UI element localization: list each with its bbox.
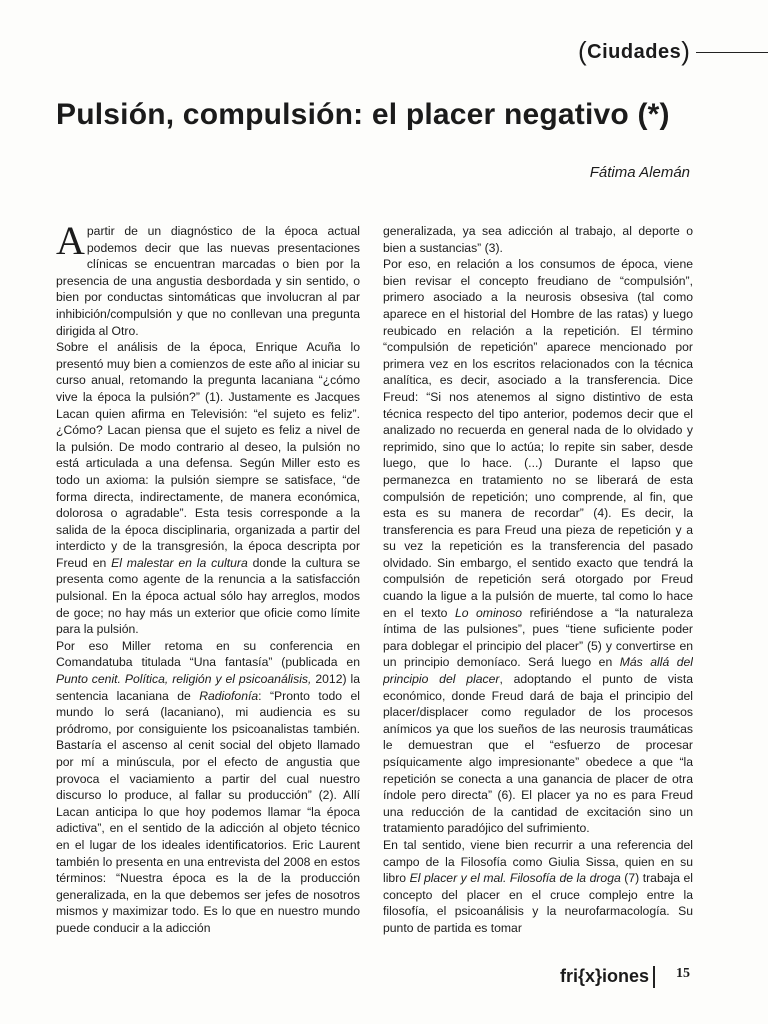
paragraph-5-text-b: refiriéndose a “la naturaleza íntima de las pulsiones”, pues “tiene suficiente poder para doblegar el principio del placer” (5) y convertirse en un principio demoníaco. Será luego en xyxy=(383,605,693,670)
italic-title: El malestar en la cultura xyxy=(111,555,248,570)
paragraph-6-text-b: (7) trabaja el concepto del placer en el cruce complejo entre la filosofía, el psicoanálisis y la neurofarmacología. Su punto de partida es tomar xyxy=(383,871,693,935)
paragraph-5-text-a: Por eso, en relación a los consumos de época, viene bien revisar el concepto freudiano de “compulsión”, primero asociado a la neurosis obsesiva (tal como aparece en el historial del Hombre de las ratas) y luego reubicado en relación a la repetición. El término “compulsión de repetición” aparece mencionado por primera vez en los escritos relacionados con la técnica analítica, es decir, asociado a la transferencia. Dice Freud: “Si nos atenemos al signo distintivo de esta técnica respecto del tipo anterior, podemos decir que el analizado no recuerda en general nada de lo olvidado y reprimido, sino que lo actúa; lo repite sin saber, desde luego, que lo hace. (...) Durante el lapso que permanezca en tratamiento no se liberará de esta compulsión de repetición; uno comprende, al fin, que esta es su manera de recordar” (4). Es decir, la transferencia es para Freud una pieza de repetición y a su vez la repetición es la transferencia del pasado olvidado. Sin embargo, el sentido exacto que tendrá la compulsión de repetición será otorgado por Freud cuando la ligue a la pulsión de muerte, tal como lo hace en el texto xyxy=(383,257,693,620)
page-number: 15 xyxy=(676,966,690,981)
article-title: Pulsión, compulsión: el placer negativo (*) xyxy=(56,98,670,131)
bracket-open: ( xyxy=(578,36,588,66)
paragraph-3-text-c: : “Pronto todo el mundo lo será (lacaniano), mi audiencia es su pródromo, por consiguiente los psicoanalistas también. Bastaría el ascenso al cenit social del objeto llamado por mí a minúscula, por el efecto de angustia que provoca el vaciamiento a partir del cual nuestro discurso lo produce, al fallar su producción” (2). Allí Lacan anticipa lo que hoy podemos llamar “la época adictiva”, en el sentido de la adicción al objeto técnico en el lugar de los ideales identificatorios. Eric Laurent también lo presenta en una entrevista del 2008 en estos términos: “Nuestra época es la de la producción generalizada, en la que debemos ser jefes de nosotros mismos y maximizar todo. Es lo que en nuestro mundo puede conducir a la adicción xyxy=(56,688,360,935)
paragraph-6 xyxy=(383,837,693,937)
dropcap: A xyxy=(56,223,85,263)
italic-title: El placer y el mal. Filosofía de la droga xyxy=(409,871,621,886)
paragraph-3-text-b: 2012) la sentencia lacaniana de xyxy=(56,672,360,703)
bracket-close: ) xyxy=(681,36,691,66)
section-rule xyxy=(696,52,768,53)
italic-title: Más allá del principio del placer xyxy=(383,655,693,687)
paragraph-1 xyxy=(56,223,360,339)
paragraph-3 xyxy=(56,638,360,937)
italic-title: Radiofonía xyxy=(199,688,259,703)
paragraph-1-text: partir de un diagnóstico de la época actual podemos decir que las nuevas presentaciones clínicas se encuentran marcadas o bien por la presencia de una angustia desbordada y sin sentido, o bien por conductas sintomáticas que involucran al par inhibición/compulsión y que no conllevan una pregunta dirigida al Otro. xyxy=(56,224,360,338)
paragraph-2-text-a: Sobre el análisis de la época, Enrique Acuña lo presentó muy bien a comienzos de este año al iniciar su curso anual, retomando la pregunta lacaniana “¿cómo vive la época la pulsión?” (1). Justamente es Jacques Lacan quien afirma en Televisión: “el sujeto es feliz”. ¿Cómo? Lacan piensa que el sujeto es feliz a nivel de la pulsión. De modo contrario al deseo, la pulsión no está articulada a una defensa. Según Miller esto es todo un axioma: la pulsión siempre se satisface, “de forma directa, indirectamente, de manera económica, dolorosa o agradable”. Esta tesis corresponde a la salida de la época disciplinaria, organizada a partir del interdicto y de la transgresión, la época descripta por Freud en xyxy=(56,340,360,570)
article-author: Fátima Alemán xyxy=(589,164,690,181)
left-column xyxy=(56,223,360,968)
magazine-logo: fri{x}iones xyxy=(560,966,650,986)
section-tag xyxy=(578,36,690,67)
footer-separator xyxy=(653,966,655,988)
paragraph-6-text-a: En tal sentido, viene bien recurrir a una referencia del campo de la Filosofía como Giulia Sissa, quien en su libro xyxy=(383,837,693,886)
paragraph-2-text-b: donde la cultura se presenta como agente de la renuncia a la satisfacción pulsional. En la época actual sólo hay arreglos, modos de goce; no hay más un exterior que oficie como límite para la pulsión. xyxy=(56,555,360,637)
paragraph-5-text-c: , adoptando el punto de vista económico, donde Freud dará de baja el principio del placer/displacer como regulador de los procesos anímicos ya que los sueños de las neurosis traumáticas le demuestran que el “esfuerzo de procesar psíquicamente algo impresionante” obedece a que “la repetición se conecta a una ganancia de placer de otra índole pero directa” (6). El placer ya no es para Freud una reducción de la cantidad de excitación sino un tratamiento paradójico del sufrimiento. xyxy=(383,672,693,836)
paragraph-2 xyxy=(56,339,360,638)
paragraph-5 xyxy=(383,256,693,837)
right-column xyxy=(383,223,693,968)
section-label: Ciudades xyxy=(587,41,682,63)
italic-title: Punto cenit. Política, religión y el psicoanálisis, xyxy=(56,672,312,687)
paragraph-3-text-a: Por eso Miller retoma en su conferencia en Comandatuba titulada “Una fantasía” (publicada en xyxy=(56,638,360,670)
italic-title: Lo ominoso xyxy=(454,605,523,620)
paragraph-4: generalizada, ya sea adicción al trabajo, al deporte o bien a sustancias” (3). xyxy=(383,224,693,255)
